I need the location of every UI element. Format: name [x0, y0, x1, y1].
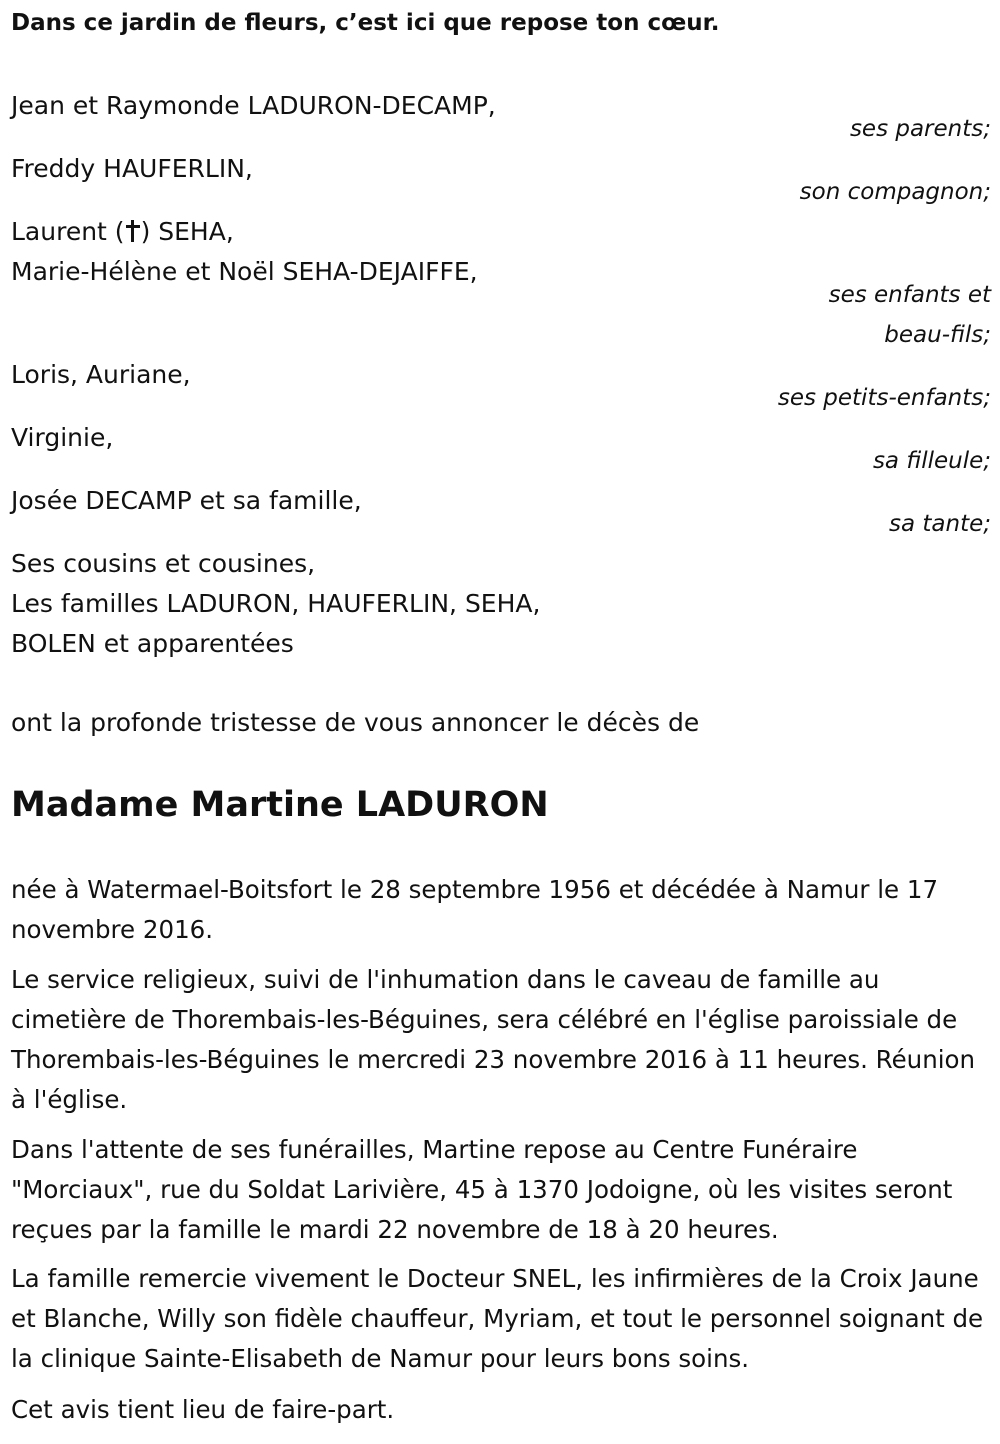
birth-death-paragraph: née à Watermael-Boitsfort le 28 septembre 1956 et décédée à Namur le 17 novembre 2016. [11, 875, 939, 944]
thanks-paragraph: La famille remercie vivement le Docteur SNEL, les infirmières de la Croix Jaune et Blanche, Willy son fidèle chauffeur, Myriam, et tout le personnel soignant de la clinique Sainte-Elisabeth de Namur pour leurs bons soins. [11, 1264, 984, 1373]
grandchildren-relation: ses petits-enfants; [777, 385, 991, 411]
deceased-cross-icon [126, 220, 140, 242]
companion-name: Freddy HAUFERLIN, [11, 154, 253, 183]
son-line [11, 216, 234, 248]
cousins-line: Ses cousins et cousines, [11, 549, 316, 578]
service-paragraph: Le service religieux, suivi de l'inhumation dans le caveau de famille au cimetière de Thorembais-les-Béguines, sera célébré en l'église paroissiale de Thorembais-les-Béguines le mercredi 23 novembre 2016 à 11 heures. Réunion à l'église. [11, 965, 976, 1114]
deceased-name: Madame Martine LADURON [11, 785, 549, 825]
goddaughter-name: Virginie, [11, 423, 114, 452]
families-line-1: Les familles LADURON, HAUFERLIN, SEHA, [11, 589, 541, 618]
families-line-2: BOLEN et apparentées [11, 629, 294, 658]
visitation-paragraph: Dans l'attente de ses funérailles, Martine repose au Centre Funéraire "Morciaux", rue du Soldat Larivière, 45 à 1370 Jodoigne, où les visites seront reçues par la famille le mardi 22 novembre de 18 à 20 heures. [11, 1135, 953, 1244]
aunt-name: Josée DECAMP et sa famille, [11, 486, 362, 515]
goddaughter-relation: sa filleule; [872, 448, 991, 474]
closing-line: Cet avis tient lieu de faire-part. [11, 1395, 395, 1424]
aunt-relation: sa tante; [889, 511, 991, 537]
grandchildren-names: Loris, Auriane, [11, 360, 191, 389]
announcement: ont la profonde tristesse de vous annoncer le décès de [11, 708, 700, 737]
companion-relation: son compagnon; [799, 179, 991, 205]
children-relation-line-1: ses enfants et [828, 282, 991, 308]
son-name-prefix: Laurent ( [11, 217, 125, 246]
epigraph: Dans ce jardin de fleurs, c’est ici que repose ton cœur. [11, 10, 720, 36]
parents-relation: ses parents; [849, 116, 991, 142]
daughter-names: Marie-Hélène et Noël SEHA-DEJAIFFE, [11, 257, 478, 286]
son-name-suffix: ) SEHA, [140, 217, 234, 246]
parents-names: Jean et Raymonde LADURON-DECAMP, [11, 91, 496, 120]
children-relation-line-2: beau-fils; [884, 322, 991, 348]
